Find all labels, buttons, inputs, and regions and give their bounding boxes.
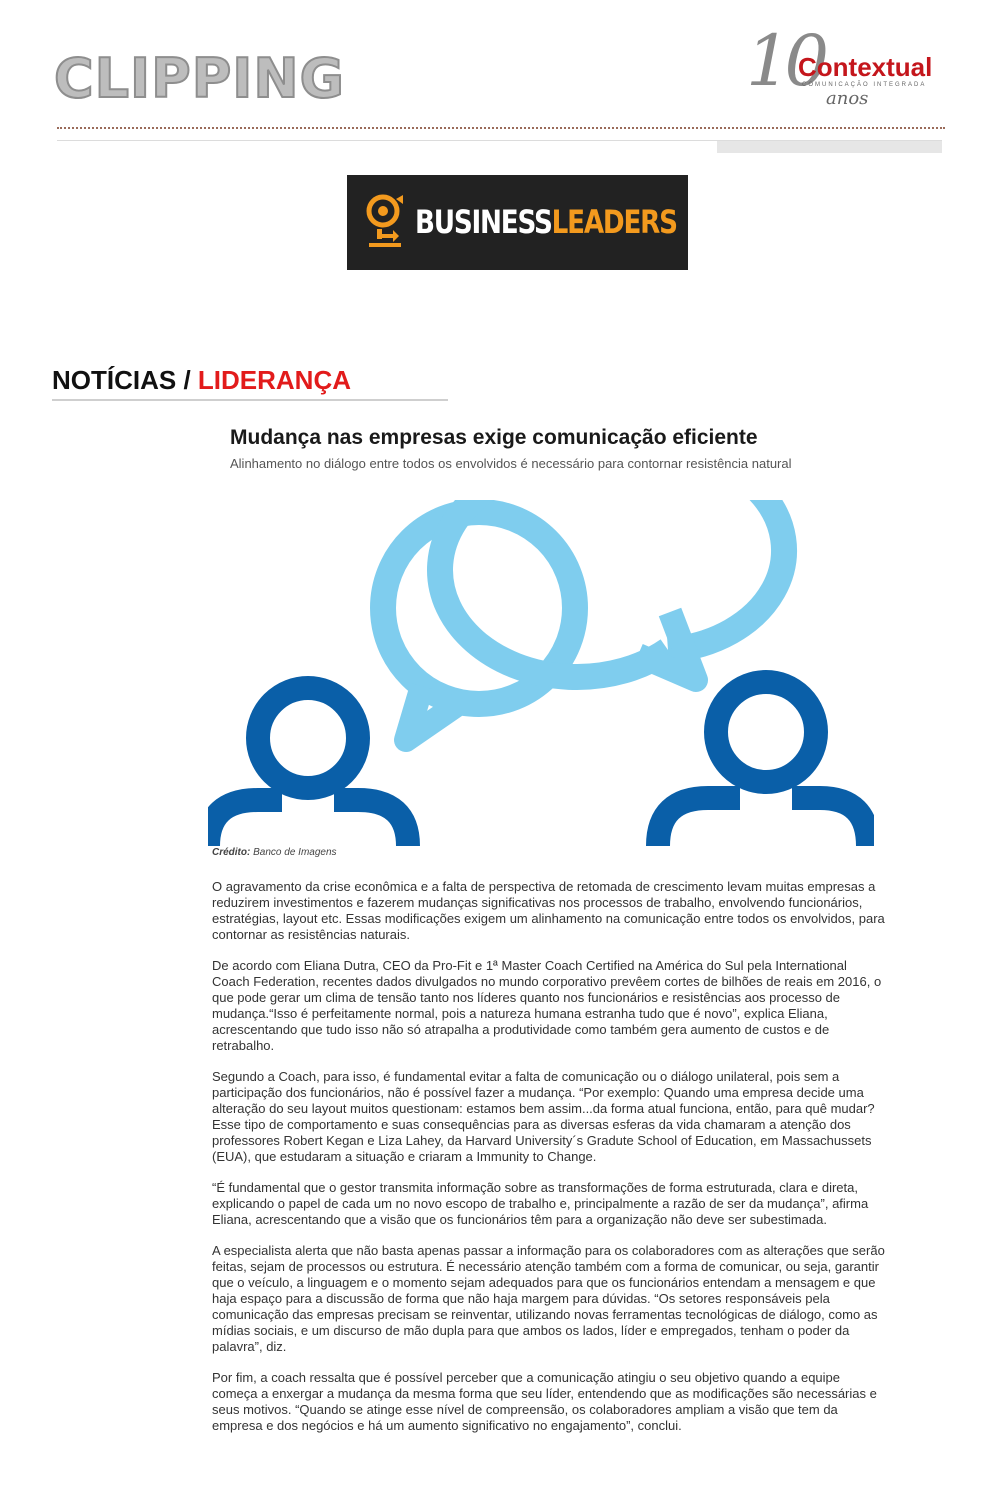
- logo-anos: anos: [826, 88, 869, 109]
- credit-label: Crédito:: [212, 847, 251, 858]
- article-headline: Mudança nas empresas exige comunicação eficiente: [230, 426, 758, 449]
- article-paragraph: “É fundamental que o gestor transmita informação sobre as transformações de forma estruturada, clara e direta, explicando o papel de cada um no novo escopo de trabalho e, principalmente a razão de ser da mudança”, afirma Eliana, acrescentando que a visão que os funcionários têm para a organização não deve ser subestimada.: [212, 1180, 869, 1227]
- logo-tagline: COMUNICAÇÃO INTEGRADA: [802, 82, 927, 88]
- credit-value: Banco de Imagens: [253, 847, 337, 858]
- image-credit: [212, 847, 337, 858]
- section-prefix: NOTÍCIAS /: [52, 365, 191, 395]
- wordmark-business: BUSINESS: [415, 203, 552, 241]
- article-illustration: [208, 500, 874, 846]
- speech-bubble-large-icon: [440, 500, 784, 680]
- article-paragraph: A especialista alerta que não basta apenas passar a informação para os colaboradores com as alterações que serão feitas, sejam de processos ou estrutura. É necessário atenção também com a forma de comunicar, ou seja, garantir que o veículo, a linguagem e o momento sejam adequados para que os funcionários entendam a mensagem e que haja espaço para a discussão de forma que não haja margem para dúvidas. “Os setores responsáveis pela comunicação das empresas precisam se reinventar, utilizando novas ferramentas tecnológicas de diálogo, como as mídias sociais, e um discurso de mão dupla para que ambos os lados, líder e empregados, tenham o poder da palavra”, diz.: [212, 1243, 885, 1354]
- article-paragraph: O agravamento da crise econômica e a falta de perspectiva de retomada de crescimento levam muitas empresas a reduzirem investimentos e fazerem mudanças significativas nos processos de trabalho, envolvendo funcionários, estratégias, layout etc. Essas modificações exigem um alinhamento na comunicação entre todos os envolvidos, para contornar as resistências naturais.: [212, 879, 885, 942]
- section-heading: [52, 366, 351, 395]
- section-underline: [52, 399, 448, 401]
- lightbulb-icon: [363, 193, 407, 251]
- header-dotted-divider: [57, 127, 945, 129]
- logo-ten-years: 10: [746, 20, 824, 102]
- article-body: [212, 879, 888, 1449]
- business-leaders-logo: [347, 175, 688, 270]
- header-grey-bar: [717, 141, 942, 153]
- person-icon: [658, 682, 868, 846]
- clipping-title: CLIPPING: [54, 47, 345, 110]
- wordmark-leaders: LEADERS: [551, 203, 677, 241]
- logo-name: Contextual: [798, 52, 933, 82]
- business-leaders-wordmark: [415, 203, 677, 241]
- article-paragraph: Segundo a Coach, para isso, é fundamental evitar a falta de comunicação ou o diálogo unilateral, pois sem a participação dos funcionários, não é possível fazer a mudança. “Por exemplo: Quando uma empresa decide uma alteração do seu layout muitos questionam: estamos bem assim...da forma atual funciona, então, para quê mudar? Esse tipo de comportamento e suas consequências para as diversas esferas da vida chamaram a atenção dos professores Robert Kegan e Liza Lahey, da Harvard University´s Gradute School of Education, em Massachussets (EUA), que estudaram a situação e criaram a Immunity to Change.: [212, 1069, 875, 1164]
- article-paragraph: Por fim, a coach ressalta que é possível perceber que a comunicação atingiu o seu objetivo quando a equipe começa a enxergar a mudança da mesma forma que seu líder, entendendo que as modificações são necessárias e seus motivos. “Quando se atinge esse nível de compreensão, os colaboradores ampliam a visão que tem da empresa e dos negócios e há um aumento significativo no engajamento”, conclui.: [212, 1370, 877, 1433]
- person-icon: [208, 688, 408, 846]
- article-paragraph: De acordo com Eliana Dutra, CEO da Pro-Fit e 1ª Master Coach Certified na América do Sul pela International Coach Federation, recentes dados divulgados no mundo corporativo prevêem cortes de bilhões de reais em 2016, o que pode gerar um clima de tensão tanto nos líderes quanto nos funcionários e resistências aos processo de mudança.“Isso é perfeitamente normal, pois a natureza humana estranha tudo que é novo”, explica Eliana, acrescentando que tudo isso não só atrapalha a produtividade como também gera aumento de custos e de retrabalho.: [212, 958, 882, 1053]
- section-category: LIDERANÇA: [197, 365, 352, 395]
- contextual-logo: [742, 20, 947, 114]
- speech-bubble-icon: [383, 512, 575, 740]
- article-subheadline: Alinhamento no diálogo entre todos os envolvidos é necessário para contornar resistência natural: [230, 456, 792, 471]
